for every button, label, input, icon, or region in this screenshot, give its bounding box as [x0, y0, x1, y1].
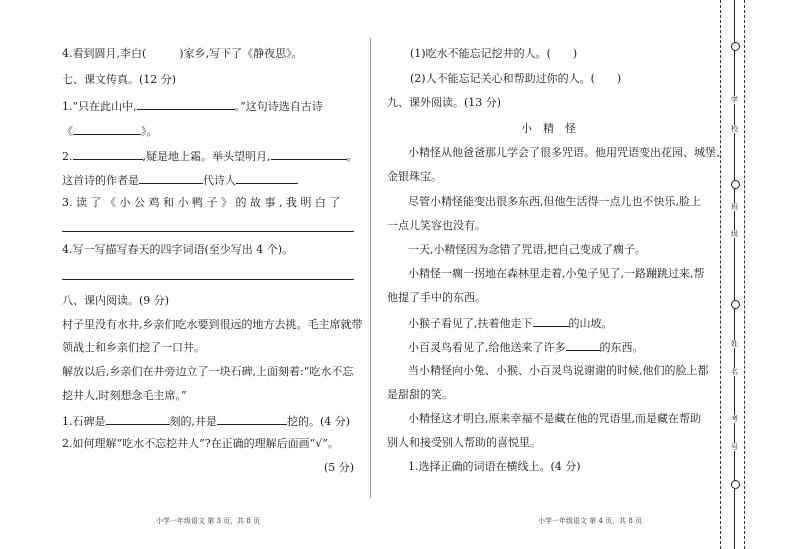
s7q2-text-c: 。 — [346, 150, 358, 163]
section-7-q2 — [62, 148, 358, 164]
story-para-8-line-2: 别人和接受别人帮助的喜悦里。 — [387, 436, 541, 449]
story-para-1-line-2: 金银珠宝。 — [387, 170, 442, 183]
reading-para-1-line-2: 领战士和乡亲们挖了一口井。 — [62, 341, 205, 354]
story-para-4-line-2: 他提了手中的东西。 — [387, 291, 486, 304]
fold-line — [744, 0, 745, 549]
binding-field-char: 考 — [731, 415, 738, 423]
section-7-q4-answer — [62, 268, 354, 284]
section-7-heading: 七、课文传真。(12 分) — [62, 73, 177, 86]
binding-hole — [731, 42, 740, 51]
story-title: 小 精 怪 — [521, 122, 576, 135]
s7q1-text-b: 。”这句诗选自古诗 — [234, 100, 323, 113]
answer-blank[interactable] — [106, 413, 170, 425]
s7q2-text-a: 2. — [62, 150, 73, 163]
section-7-q2-author — [62, 172, 298, 188]
story-para-4-line-1: 小精怪一瘸一拐地在森林里走着,小兔子见了,一路蹦跳过来,帮 — [408, 267, 705, 280]
s7q1-close-bracket: 》。 — [141, 125, 158, 138]
binding-hole — [731, 480, 740, 489]
s7q1-text-a: 1.“只在此山中, — [62, 100, 137, 113]
footer-page-4: 小学一年级语文 第 4 页，共 8 页 — [538, 517, 643, 525]
answer-blank[interactable] — [73, 123, 141, 135]
cut-line — [720, 0, 721, 549]
section-7-q4: 4.写一写描写春天的四字词语(至少写出 4 个)。 — [62, 243, 294, 256]
s8q1-text-b: 刻的,井是 — [169, 415, 217, 428]
section-7-q1-poem — [62, 123, 158, 139]
story-para-7-line-2: 是甜甜的笑。 — [387, 388, 453, 401]
section-8-q2: 2.如何理解“吃水不忘挖井人”?在正确的理解后面画“√”。 — [62, 437, 339, 450]
r6-text-a: 小百灵鸟看见了,给他送来了许多 — [408, 341, 566, 354]
section-8-q2-score: (5 分) — [324, 461, 355, 474]
column-divider — [370, 38, 371, 498]
binding-field-char: 校 — [731, 125, 738, 133]
s7q2-text-e: 代诗人 — [203, 174, 236, 187]
binding-field-char: 班 — [731, 203, 738, 211]
answer-blank[interactable] — [137, 98, 235, 110]
binding-hole — [731, 300, 740, 309]
binding-line — [734, 0, 735, 549]
answer-blank[interactable] — [73, 148, 143, 160]
answer-blank[interactable] — [139, 172, 203, 184]
binding-field-char: 号 — [731, 443, 738, 451]
s8q1-text-a: 1.石碑是 — [62, 415, 106, 428]
binding-field-char: 姓 — [731, 340, 738, 348]
s7q2-text-d: 这首诗的作者是 — [62, 174, 139, 187]
section-7-q1 — [62, 98, 323, 114]
s7q2-text-b: ,疑是地上霜。举头望明月, — [142, 150, 271, 163]
story-para-8-line-1: 小精怪这才明白,原来幸福不是藏在他的咒语里,而是藏在帮助 — [408, 412, 701, 425]
r6-text-b: 的东西。 — [599, 341, 644, 354]
story-para-2-line-2: 一点儿笑容也没有。 — [387, 219, 486, 232]
answer-blank[interactable] — [236, 172, 298, 184]
reading-para-1-line-1: 村子里没有水井,乡亲们吃水要到很远的地方去挑。毛主席就带 — [62, 318, 363, 331]
answer-blank[interactable] — [566, 339, 600, 351]
answer-blank[interactable] — [533, 315, 569, 327]
section-7-q3-line2 — [62, 220, 354, 236]
r5-text-a: 小猴子看见了,扶着他走下 — [408, 317, 533, 330]
answer-blank[interactable] — [271, 148, 347, 160]
reading-para-2-line-2: 挖井人,时刻想念毛主席。” — [62, 389, 187, 402]
section-8-q1 — [62, 413, 350, 429]
option-1: (1)吃水不能忘记挖井的人。( ) — [410, 47, 578, 60]
answer-blank[interactable] — [62, 268, 354, 280]
story-para-6 — [408, 339, 644, 355]
question-4-text: 4.看到圆月,李白( )家乡,写下了《静夜思》。 — [62, 47, 303, 60]
section-8-heading: 八、课内阅读。(9 分) — [62, 294, 170, 307]
s7q1-open-bracket: 《 — [62, 125, 73, 138]
binding-field-char: 学 — [731, 96, 738, 104]
story-para-3: 一天,小精怪因为念错了咒语,把自己变成了瘸子。 — [408, 243, 646, 256]
option-2: (2)人不能忘记关心和帮助过你的人。( ) — [410, 72, 622, 85]
story-para-1-line-1: 小精怪从他爸爸那儿学会了很多咒语。他用咒语变出花园、城堡、 — [408, 146, 727, 159]
section-9-heading: 九、课外阅读。(13 分) — [387, 96, 502, 109]
r5-text-b: 的山坡。 — [568, 317, 613, 330]
story-para-2-line-1: 尽管小精怪能变出很多东西,但他生活得一点儿也不快乐,脸上 — [408, 195, 701, 208]
reading-para-2-line-1: 解放以后,乡亲们在井旁边立了一块石碑,上面刻着:“吃水不忘 — [62, 365, 354, 378]
binding-field-char: 名 — [731, 368, 738, 376]
footer-page-3: 小学一年级语文 第 3 页，共 8 页 — [156, 517, 261, 525]
binding-field-char: 级 — [731, 230, 738, 238]
answer-blank[interactable] — [217, 413, 287, 425]
s8q1-text-c: 挖的。(4 分) — [287, 415, 351, 428]
answer-blank[interactable] — [62, 220, 354, 232]
story-para-7-line-1: 当小精怪向小兔、小猴、小百灵鸟说谢谢的时候,他们的脸上都 — [408, 364, 709, 377]
binding-hole — [731, 180, 740, 189]
section-7-q3: 3. 读 了 《 小 公 鸡 和 小 鸭 子 》 的 故 事 , 我 明 白 了 — [62, 196, 341, 209]
binding-strip — [720, 0, 748, 549]
story-question-1: 1.选择正确的词语在横线上。(4 分) — [408, 460, 581, 473]
story-para-5 — [408, 315, 613, 331]
